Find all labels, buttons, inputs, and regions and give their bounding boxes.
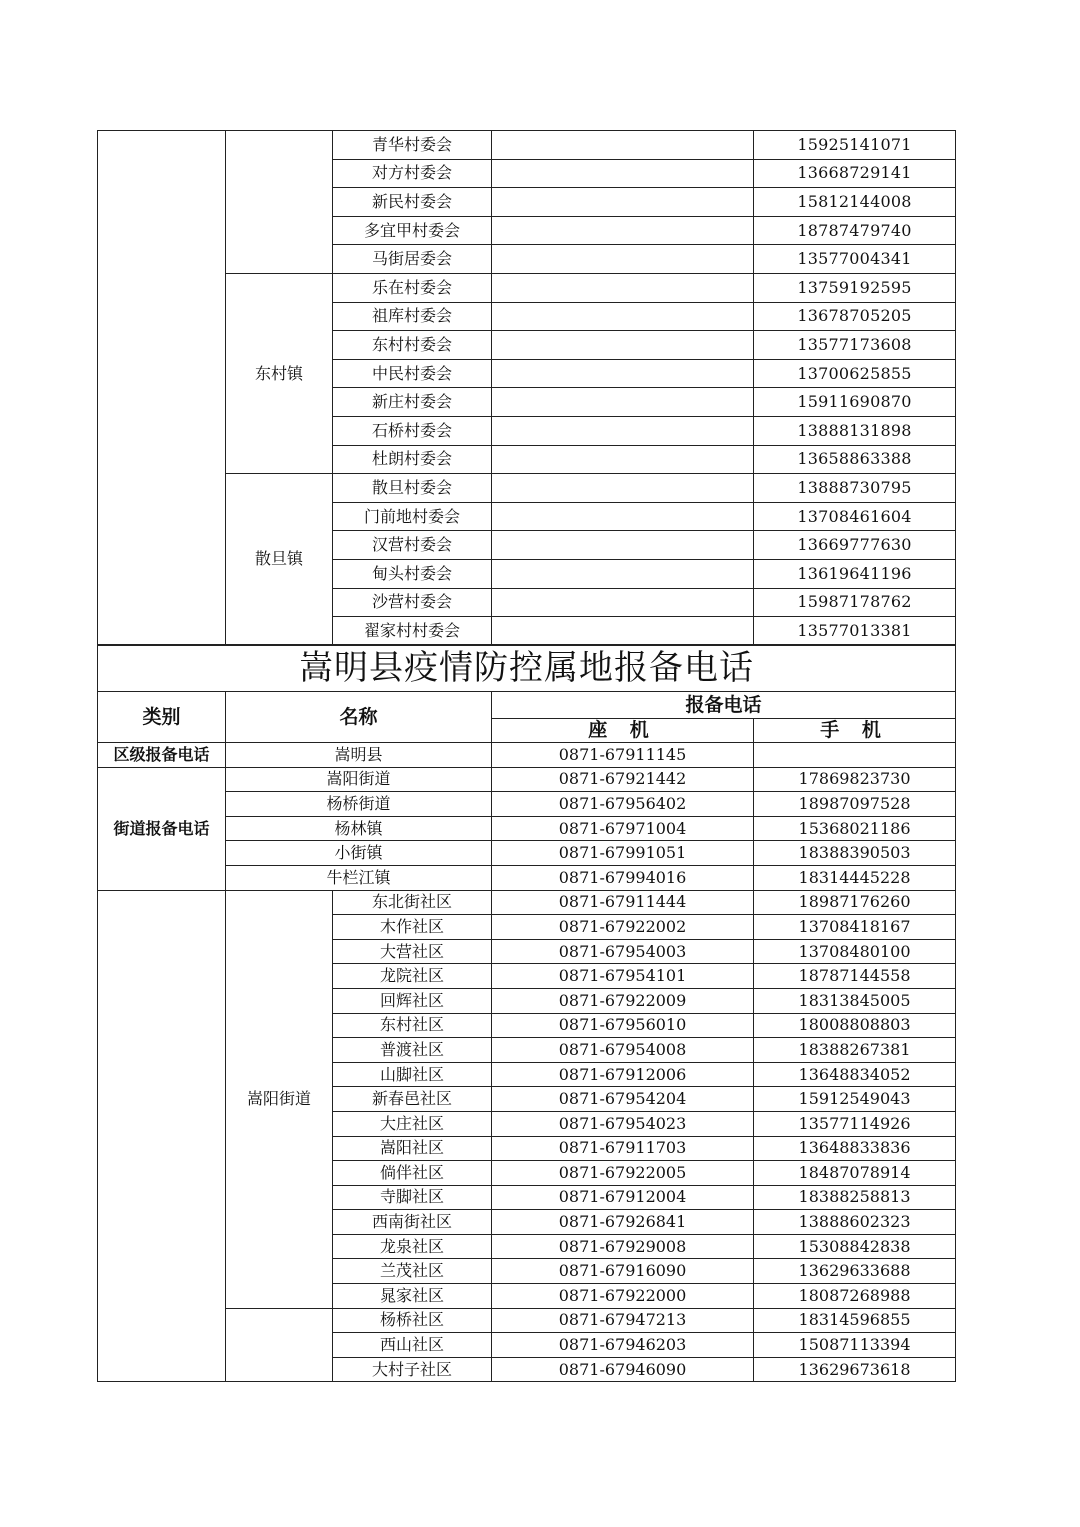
landline-cell-blank: [492, 131, 754, 160]
street-landline: 0871-67921442: [492, 767, 754, 792]
community-mobile: 15087113394: [754, 1333, 956, 1358]
committee-name: 多宜甲村委会: [333, 216, 492, 245]
community-mobile: 18313845005: [754, 988, 956, 1013]
community-mobile: 18787144558: [754, 964, 956, 989]
report-phone-table: [97, 644, 956, 1382]
landline-cell-blank: [492, 531, 754, 560]
district-category: 区级报备电话: [98, 743, 226, 768]
village-committee-table: [97, 130, 956, 646]
community-landline: 0871-67922002: [492, 915, 754, 940]
table-title: 嵩明县疫情防控属地报备电话: [98, 645, 956, 692]
community-name: 大庄社区: [333, 1111, 492, 1136]
street-name: 杨林镇: [226, 816, 492, 841]
community-name: 西南街社区: [333, 1210, 492, 1235]
community-street: 嵩阳街道: [226, 890, 333, 1308]
community-name: 东村社区: [333, 1013, 492, 1038]
community-mobile: 13629633688: [754, 1259, 956, 1284]
committee-name: 中民村委会: [333, 359, 492, 388]
community-landline: 0871-67929008: [492, 1234, 754, 1259]
committee-name: 新民村委会: [333, 188, 492, 217]
community-landline: 0871-67954101: [492, 964, 754, 989]
landline-cell-blank: [492, 273, 754, 302]
committee-name: 石桥村委会: [333, 416, 492, 445]
town-cell: 东村镇: [226, 273, 333, 473]
mobile-cell: 15987178762: [754, 588, 956, 617]
mobile-cell: 13577013381: [754, 617, 956, 646]
community-landline: 0871-67954008: [492, 1038, 754, 1063]
community-name: 山脚社区: [333, 1062, 492, 1087]
mobile-cell: 13708461604: [754, 502, 956, 531]
committee-name: 门前地村委会: [333, 502, 492, 531]
street-name: 杨桥街道: [226, 792, 492, 817]
community-street: [226, 1308, 333, 1382]
mobile-cell: 13577004341: [754, 245, 956, 274]
community-mobile: 13577114926: [754, 1111, 956, 1136]
community-landline: 0871-67956010: [492, 1013, 754, 1038]
community-landline: 0871-67922000: [492, 1284, 754, 1309]
table-row: [98, 1308, 956, 1333]
community-mobile: 18087268988: [754, 1284, 956, 1309]
community-mobile: 13708480100: [754, 939, 956, 964]
committee-name: 杜朗村委会: [333, 445, 492, 474]
community-name: 新春邑社区: [333, 1087, 492, 1112]
landline-cell-blank: [492, 502, 754, 531]
community-landline: 0871-67947213: [492, 1308, 754, 1333]
community-name: 龙泉社区: [333, 1234, 492, 1259]
table-row: [98, 474, 956, 503]
community-name: 回辉社区: [333, 988, 492, 1013]
landline-cell-blank: [492, 331, 754, 360]
table-row: [98, 792, 956, 817]
committee-name: 沙营村委会: [333, 588, 492, 617]
landline-cell-blank: [492, 245, 754, 274]
community-landline: 0871-67922005: [492, 1161, 754, 1186]
committee-name: 青华村委会: [333, 131, 492, 160]
community-landline: 0871-67946203: [492, 1333, 754, 1358]
community-landline: 0871-67926841: [492, 1210, 754, 1235]
community-name: 倘伴社区: [333, 1161, 492, 1186]
community-mobile: 13629673618: [754, 1357, 956, 1382]
community-name: 西山社区: [333, 1333, 492, 1358]
mobile-cell: 15925141071: [754, 131, 956, 160]
community-mobile: 13648833836: [754, 1136, 956, 1161]
mobile-cell: 18787479740: [754, 216, 956, 245]
header-report-phone: 报备电话: [492, 692, 956, 719]
community-mobile: 18388258813: [754, 1185, 956, 1210]
street-name: 牛栏江镇: [226, 865, 492, 890]
landline-cell-blank: [492, 302, 754, 331]
streets-category: 街道报备电话: [98, 767, 226, 890]
community-mobile: 18314596855: [754, 1308, 956, 1333]
landline-cell-blank: [492, 159, 754, 188]
mobile-cell: 13888730795: [754, 474, 956, 503]
community-mobile: 18388267381: [754, 1038, 956, 1063]
street-mobile: 18388390503: [754, 841, 956, 866]
committee-name: 马街居委会: [333, 245, 492, 274]
mobile-cell: 13888131898: [754, 416, 956, 445]
mobile-cell: 13658863388: [754, 445, 956, 474]
landline-cell-blank: [492, 474, 754, 503]
mobile-cell: 13669777630: [754, 531, 956, 560]
mobile-cell: 13700625855: [754, 359, 956, 388]
street-name: 嵩阳街道: [226, 767, 492, 792]
committee-name: 甸头村委会: [333, 559, 492, 588]
community-mobile: 13648834052: [754, 1062, 956, 1087]
table-row: [98, 273, 956, 302]
community-name: 兰茂社区: [333, 1259, 492, 1284]
mobile-cell: 13619641196: [754, 559, 956, 588]
community-name: 大营社区: [333, 939, 492, 964]
community-landline: 0871-67922009: [492, 988, 754, 1013]
street-mobile: 15368021186: [754, 816, 956, 841]
header-category: 类别: [98, 692, 226, 743]
community-mobile: 18487078914: [754, 1161, 956, 1186]
mobile-cell: 13577173608: [754, 331, 956, 360]
community-landline: 0871-67954003: [492, 939, 754, 964]
town-cell: [226, 131, 333, 274]
header-landline: 座 机: [492, 719, 754, 743]
district-mobile: [754, 743, 956, 768]
street-landline: 0871-67994016: [492, 865, 754, 890]
community-category-blank: [98, 890, 226, 1382]
community-mobile: 13708418167: [754, 915, 956, 940]
community-landline: 0871-67911444: [492, 890, 754, 915]
community-name: 杨桥社区: [333, 1308, 492, 1333]
community-landline: 0871-67946090: [492, 1357, 754, 1382]
table-row: [98, 841, 956, 866]
landline-cell-blank: [492, 216, 754, 245]
street-landline: 0871-67991051: [492, 841, 754, 866]
table-row: [98, 890, 956, 915]
mobile-cell: 15812144008: [754, 188, 956, 217]
street-landline: 0871-67971004: [492, 816, 754, 841]
table-row: [98, 816, 956, 841]
community-name: 普渡社区: [333, 1038, 492, 1063]
committee-name: 对方村委会: [333, 159, 492, 188]
street-name: 小街镇: [226, 841, 492, 866]
street-landline: 0871-67956402: [492, 792, 754, 817]
landline-cell-blank: [492, 359, 754, 388]
community-name: 木作社区: [333, 915, 492, 940]
community-landline: 0871-67912006: [492, 1062, 754, 1087]
landline-cell-blank: [492, 617, 754, 646]
committee-name: 散旦村委会: [333, 474, 492, 503]
community-landline: 0871-67911703: [492, 1136, 754, 1161]
community-name: 晁家社区: [333, 1284, 492, 1309]
committee-name: 新庄村委会: [333, 388, 492, 417]
table-row: [98, 767, 956, 792]
community-name: 寺脚社区: [333, 1185, 492, 1210]
mobile-cell: 15911690870: [754, 388, 956, 417]
landline-cell-blank: [492, 445, 754, 474]
community-landline: 0871-67954023: [492, 1111, 754, 1136]
street-mobile: 18314445228: [754, 865, 956, 890]
committee-name: 东村村委会: [333, 331, 492, 360]
community-name: 嵩阳社区: [333, 1136, 492, 1161]
community-mobile: 18008808803: [754, 1013, 956, 1038]
landline-cell-blank: [492, 416, 754, 445]
community-mobile: 15308842838: [754, 1234, 956, 1259]
street-mobile: 18987097528: [754, 792, 956, 817]
committee-name: 乐在村委会: [333, 273, 492, 302]
community-name: 龙院社区: [333, 964, 492, 989]
table-row: [98, 131, 956, 160]
community-name: 东北街社区: [333, 890, 492, 915]
category-cell-blank: [98, 131, 226, 646]
committee-name: 翟家村村委会: [333, 617, 492, 646]
header-mobile: 手 机: [754, 719, 956, 743]
street-mobile: 17869823730: [754, 767, 956, 792]
mobile-cell: 13759192595: [754, 273, 956, 302]
community-landline: 0871-67954204: [492, 1087, 754, 1112]
header-name: 名称: [226, 692, 492, 743]
landline-cell-blank: [492, 188, 754, 217]
landline-cell-blank: [492, 388, 754, 417]
community-name: 大村子社区: [333, 1357, 492, 1382]
mobile-cell: 13678705205: [754, 302, 956, 331]
committee-name: 祖库村委会: [333, 302, 492, 331]
community-mobile: 15912549043: [754, 1087, 956, 1112]
committee-name: 汉营村委会: [333, 531, 492, 560]
community-landline: 0871-67912004: [492, 1185, 754, 1210]
community-landline: 0871-67916090: [492, 1259, 754, 1284]
landline-cell-blank: [492, 559, 754, 588]
mobile-cell: 13668729141: [754, 159, 956, 188]
landline-cell-blank: [492, 588, 754, 617]
table-row: [98, 865, 956, 890]
town-cell: 散旦镇: [226, 474, 333, 646]
district-name: 嵩明县: [226, 743, 492, 768]
district-landline: 0871-67911145: [492, 743, 754, 768]
community-mobile: 18987176260: [754, 890, 956, 915]
community-mobile: 13888602323: [754, 1210, 956, 1235]
